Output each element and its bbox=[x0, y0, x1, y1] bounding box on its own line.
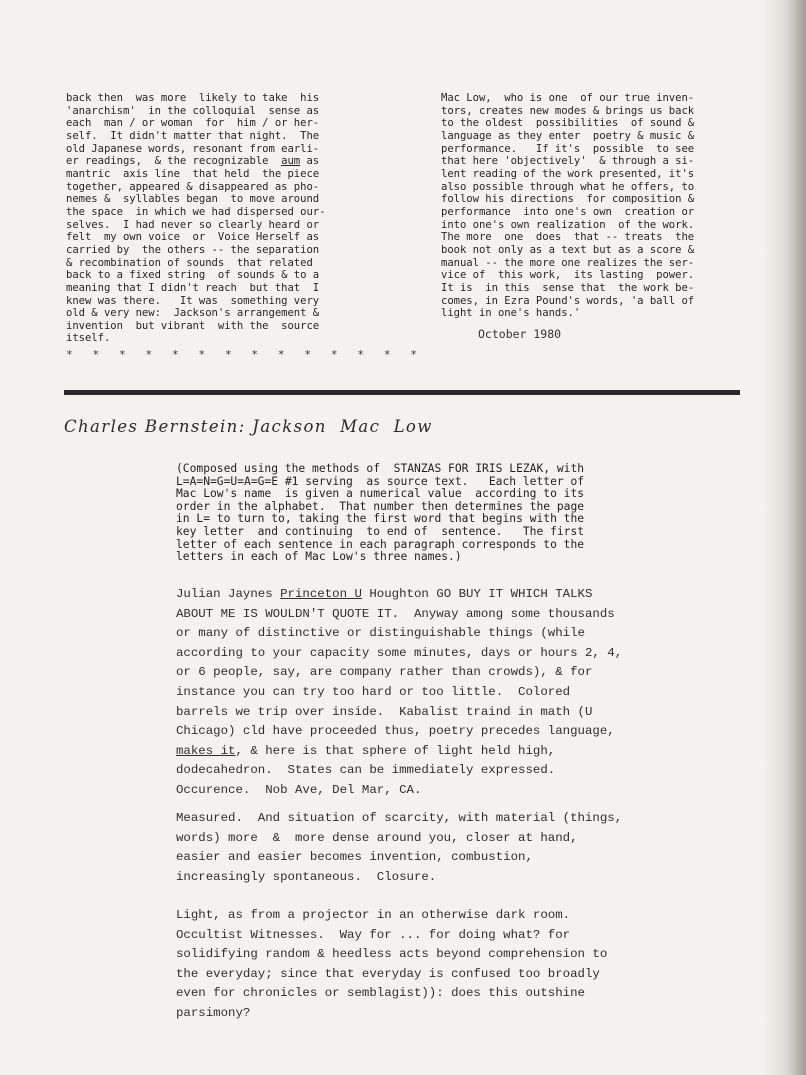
text-line: book not only as a text but as a score & bbox=[441, 243, 695, 256]
text-line: Mac Low, who is one of our true inven- bbox=[441, 92, 695, 104]
poem-paragraph-1 bbox=[176, 585, 622, 801]
text-line: old Japanese words, resonant from earli- bbox=[66, 142, 320, 155]
text-line: barrels we trip over inside. Kabalist traind in math (U bbox=[176, 704, 593, 719]
text-line: Chicago) cld have proceeded thus, poetry precedes language, bbox=[176, 724, 615, 739]
text-line: words) more & more dense around you, closer at hand, bbox=[176, 830, 578, 845]
date-line: October 1980 bbox=[478, 327, 562, 341]
text-line: (Composed using the methods of STANZAS FOR IRIS LEZAK, with bbox=[176, 462, 585, 475]
text-line: old & very new: Jackson's arrangement & bbox=[66, 307, 320, 320]
text-fragment: Julian Jaynes bbox=[176, 587, 281, 601]
text-fragment: as bbox=[300, 155, 320, 168]
text-line: & recombination of sounds that related bbox=[66, 256, 313, 269]
text-line: invention but vibrant with the source bbox=[66, 319, 320, 332]
underlined-word: aum bbox=[281, 155, 301, 168]
poem-paragraph-3 bbox=[176, 906, 607, 1024]
text-line: tors, creates new modes & brings us back bbox=[441, 104, 695, 117]
text-line: each man / or woman for him / or her- bbox=[66, 117, 320, 130]
text-line: according to your capacity some minutes, days or hours 2, 4, bbox=[176, 645, 623, 660]
text-line: in L= to turn to, taking the first word that begins with the bbox=[176, 512, 585, 526]
text-fragment: er readings, & the recognizable bbox=[66, 155, 282, 168]
text-line: It is in this sense that the work be- bbox=[441, 281, 695, 294]
horizontal-rule bbox=[64, 390, 740, 395]
text-line: into one's own realization of the work. bbox=[441, 218, 695, 231]
section-divider-stars: * * * * * * * * * * * * * * bbox=[66, 348, 417, 361]
text-line: increasingly spontaneous. Closure. bbox=[176, 869, 437, 884]
text-fragment: , & here is that sphere of light held high, bbox=[235, 743, 556, 758]
text-line: key letter and continuing to end of sentence. The first bbox=[176, 524, 585, 538]
text-line: lent reading of the work presented, it's bbox=[441, 167, 695, 180]
text-line: performance into one's own creation or bbox=[441, 205, 695, 218]
text-line: nemes & syllables began to move around bbox=[66, 193, 320, 206]
text-line: meaning that I didn't reach but that I bbox=[66, 281, 320, 294]
page-edge-shadow bbox=[764, 0, 806, 1075]
text-line: dodecahedron. States can be immediately expressed. bbox=[176, 763, 556, 778]
text-line: that here 'objectively' & through a si- bbox=[441, 155, 695, 168]
text-line: vice of this work, its lasting power. bbox=[441, 269, 695, 282]
text-line: Light, as from a projector in an otherwise dark room. bbox=[176, 908, 571, 922]
text-line: even for chronicles or semblagist)): does this outshine bbox=[176, 986, 585, 1001]
text-line: carried by the others -- the separation bbox=[66, 243, 320, 256]
text-line: Occultist Witnesses. Way for ... for doing what? for bbox=[176, 927, 571, 942]
text-line: felt my own voice or Voice Herself as bbox=[66, 231, 320, 244]
text-line: parsimony? bbox=[176, 1005, 251, 1020]
text-line: together, appeared & disappeared as pho- bbox=[66, 180, 320, 193]
text-line: knew was there. It was something very bbox=[66, 294, 320, 307]
text-line: or many of distinctive or distinguishable things (while bbox=[176, 626, 585, 641]
underlined-word: makes it bbox=[176, 743, 236, 758]
text-line: language as they enter poetry & music & bbox=[441, 129, 695, 142]
text-line: or 6 people, say, are company rather than crowds), & for bbox=[176, 665, 593, 680]
underlined-word: Princeton U bbox=[280, 587, 362, 601]
text-line: also possible through what he offers, to bbox=[441, 180, 695, 193]
text-line: easier and easier becomes invention, combustion, bbox=[176, 850, 533, 865]
poem-paragraph-2 bbox=[176, 809, 622, 887]
text-line: letter of each sentence in each paragraph corresponds to the bbox=[176, 537, 585, 551]
text-line: instance you can try too hard or too little. Colored bbox=[176, 684, 571, 699]
text-line: to the oldest possibilities of sound & bbox=[441, 117, 695, 130]
text-line: ABOUT ME IS WOULDN'T QUOTE IT. Anyway among some thousands bbox=[176, 606, 615, 621]
text-line bbox=[176, 742, 622, 762]
intro-note bbox=[176, 463, 584, 564]
text-line: The more one does that -- treats the bbox=[441, 231, 695, 244]
text-line: Measured. And situation of scarcity, with material (things, bbox=[176, 811, 623, 825]
text-line: solidifying random & heedless acts beyond comprehension to bbox=[176, 947, 608, 962]
text-line: performance. If it's possible to see bbox=[441, 142, 695, 155]
text-line: light in one's hands.' bbox=[441, 307, 581, 320]
text-line: selves. I had never so clearly heard or bbox=[66, 218, 320, 231]
section-heading: Charles Bernstein: Jackson Mac Low bbox=[64, 417, 433, 436]
text-line: comes, in Ezra Pound's words, 'a ball of bbox=[441, 294, 695, 307]
text-line bbox=[66, 155, 366, 168]
text-line: the space in which we had dispersed our- bbox=[66, 205, 326, 218]
text-line: L=A=N=G=U=A=G=E #1 serving as source text. Each letter of bbox=[176, 474, 585, 488]
text-line: itself. bbox=[66, 332, 111, 345]
text-line: Occurence. Nob Ave, Del Mar, CA. bbox=[176, 782, 422, 797]
text-line: letters in each of Mac Low's three names.) bbox=[176, 550, 462, 564]
text-fragment: Houghton GO BUY IT WHICH TALKS bbox=[361, 587, 593, 601]
text-line: 'anarchism' in the colloquial sense as bbox=[66, 104, 320, 117]
text-line: Mac Low's name is given a numerical value according to its bbox=[176, 487, 585, 501]
text-line: the everyday; since that everyday is confused too broadly bbox=[176, 966, 600, 981]
left-column-text bbox=[66, 92, 366, 345]
text-line: manual -- the more one realizes the ser- bbox=[441, 256, 695, 269]
text-line: back to a fixed string of sounds & to a bbox=[66, 269, 320, 282]
text-line: back then was more likely to take his bbox=[66, 92, 320, 104]
text-line: self. It didn't matter that night. The bbox=[66, 129, 320, 142]
text-line: follow his directions for composition & bbox=[441, 193, 695, 206]
text-line bbox=[176, 585, 622, 605]
text-line: mantric axis line that held the piece bbox=[66, 167, 320, 180]
text-line: order in the alphabet. That number then determines the page bbox=[176, 499, 585, 513]
right-column-text bbox=[441, 92, 741, 320]
